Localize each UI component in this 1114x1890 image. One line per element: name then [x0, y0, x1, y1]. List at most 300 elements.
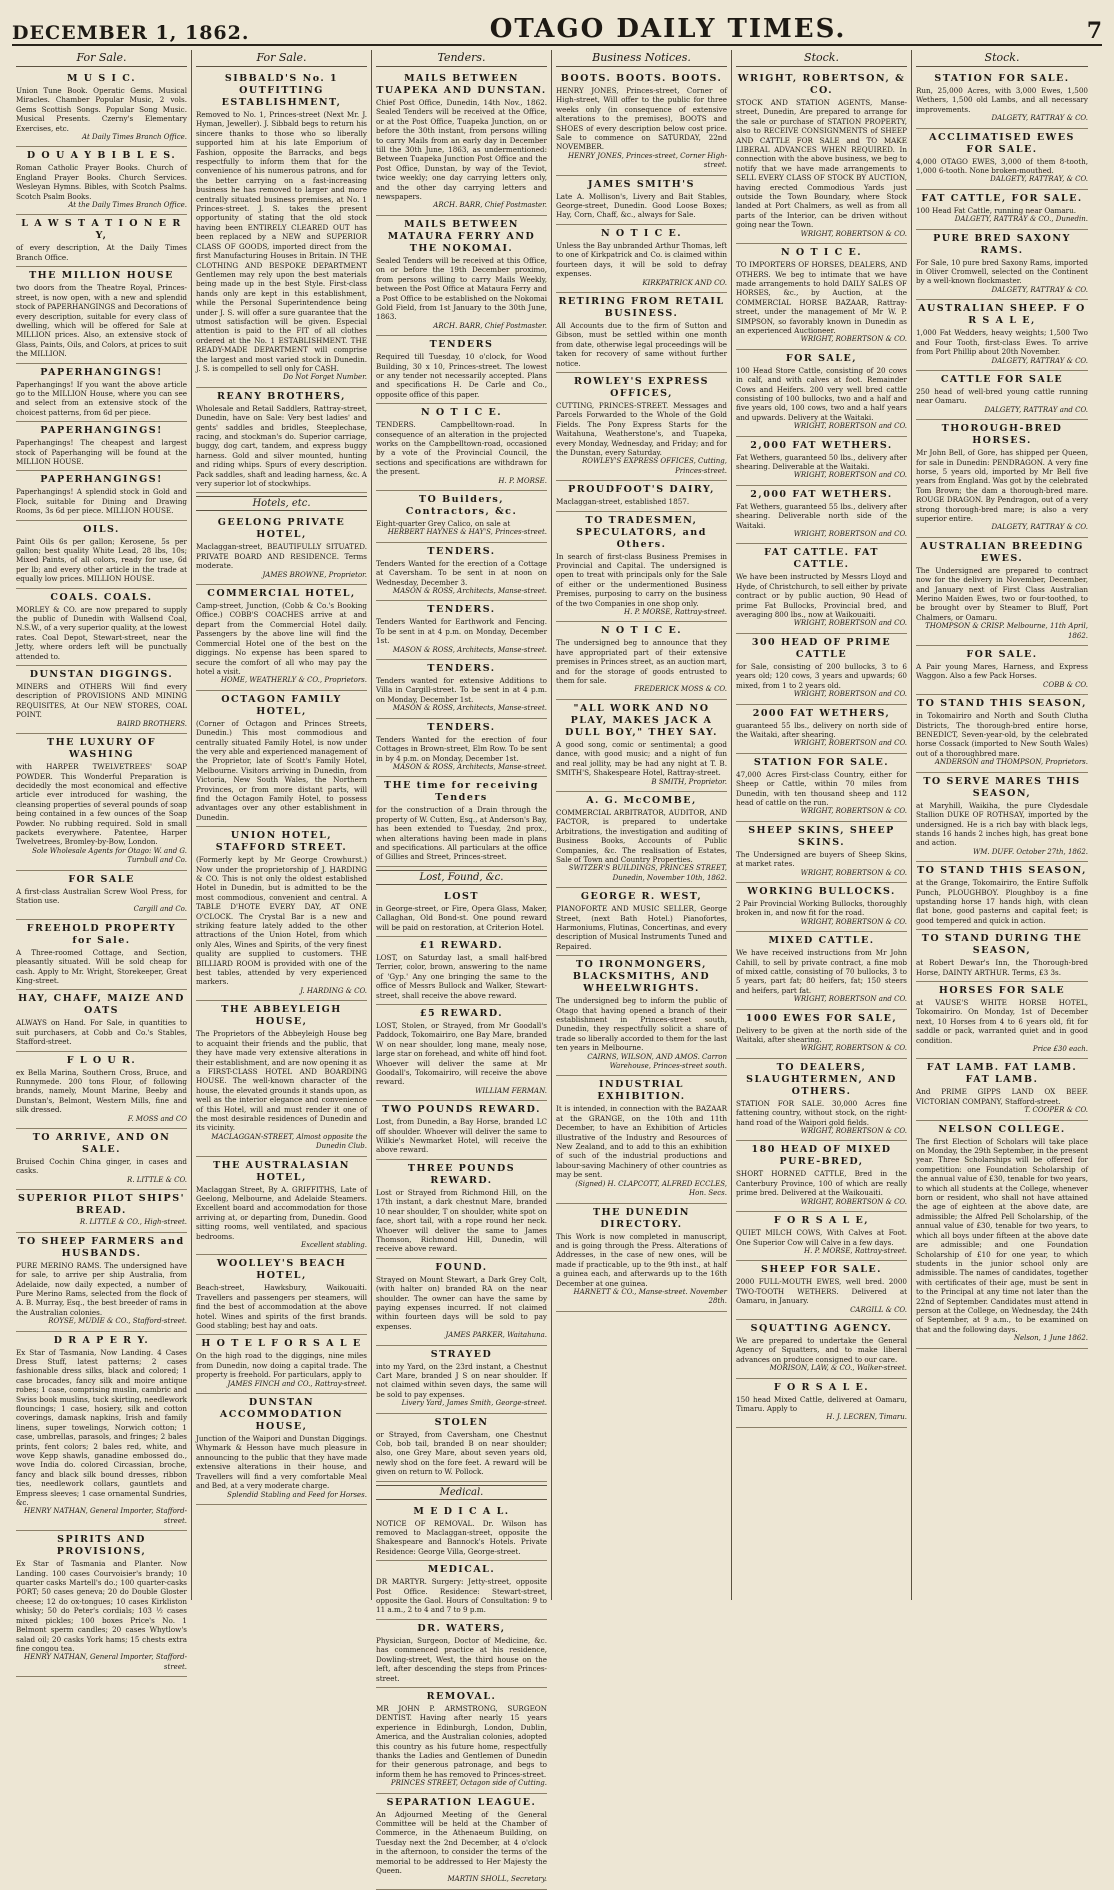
ad-title: DR. WATERS, — [417, 1622, 506, 1634]
advertisement — [16, 1052, 187, 1129]
ad-signature: Splendid Stabling and Feed for Horses. — [227, 1490, 367, 1499]
ad-body: On the high road to the diggings, nine miles from Dunedin, now doing a capital trade. The property is freehold. For particulars, apply to — [196, 1351, 367, 1380]
ad-title: THOROUGH-BRED HORSES. — [941, 423, 1063, 447]
ad-body: The undersigned beg to inform the public of Otago that having opened a branch of their establishment in Princes-street south, Dunedin, they respectfully solicit a share of trade so liberally accorded to them for the last ten years in Melbourne. — [556, 996, 727, 1053]
ad-title: 300 HEAD OF PRIME CATTLE — [751, 636, 892, 660]
ad-signature: DALGETY, RATTRAY & CO. — [991, 356, 1088, 365]
newspaper-title: OTAGO DAILY TIMES. — [489, 14, 847, 44]
advertisement — [916, 70, 1088, 129]
ad-body: Beach-street, Hawksbury, Waikouaiti. Travellers and passengers per steamers, will find the best of accommodation at the above hotel. Wines and spirits of the first brands. Good stabling; best hay and oats. — [196, 1283, 367, 1331]
ad-title: INDUSTRIAL EXHIBITION. — [597, 1079, 686, 1103]
ad-body: Late A. Mollison's, Livery and Bait Stables, George-street, Dunedin. Good Loose Boxes; Hay, Corn, Chaff, &c., always for Sale. — [556, 191, 727, 220]
column-5 — [732, 50, 912, 1600]
advertisement — [196, 691, 367, 827]
ad-signature: WILLIAM FERMAN. — [475, 1086, 547, 1095]
ad-body: QUIET MILCH COWS, With Calves at Foot. One Superior Cow will Calve in a few days. — [736, 1228, 907, 1247]
ad-body: Wholesale and Retail Saddlers, Rattray-street, Dunedin, have on Sale: Very best ladies' and gents' saddles and bridles, Steeplechase, racing, and stockman's do. Superior carriage, buggy, dog cart, tandem, and express buggy harness. Gold and silver mounted, hunting and riding whips. Spurs of every description. Pack saddles, shaft and leading harness, &c. A very superior lot of stockwhips. — [196, 403, 367, 489]
ad-body: The Proprietors of the Abbeyleigh House beg to acquaint their friends and the public, that they have made very extensive alterations in their establishment, and are now opening it as a FIRST-CLASS HOTEL AND BOARDING HOUSE. The well-known character of the house, the elevated grounds it stands upon, as well as the interior elegance and convenience of this Hotel, will and must render it one of the most desirable residences of Dunedin and its vicinity. — [196, 1029, 367, 1133]
advertisement — [376, 1620, 547, 1688]
ad-title: JAMES SMITH'S — [588, 178, 695, 190]
ad-title: 1000 EWES FOR SALE, — [745, 1012, 898, 1024]
advertisement — [16, 215, 187, 267]
ad-signature: F. MOSS and CO — [127, 1114, 187, 1123]
ad-title: 2,000 FAT WETHERS. — [750, 488, 893, 500]
ad-signature: DALGETY, RATTRAY & CO. — [991, 523, 1088, 532]
ad-title: TENDERS. — [427, 604, 496, 616]
advertisement — [556, 70, 727, 176]
ad-signature: CAIRNS, WILSON, AND AMOS. Carron Warehouse, Princes-street south. — [587, 1052, 727, 1071]
ad-body: The Undersigned are buyers of Sheep Skins, at market rates. — [736, 849, 907, 869]
ad-body: STOCK AND STATION AGENTS, Manse-street, Dunedin, Are prepared to arrange for the sale or purchase of STATION PROPERTY, also to RECEIVE CONSIGNMENTS of SHEEP AND CATTLE FOR SALE and TO MAKE LIBERAL ADVANCES WHEN REQUIRED. In connection with the above business, we beg to notify that we have made arrangements to SELL EVERY CLASS OF STOCK BY AUCTION, having erected Commodious Yards just outside the Town Boundary, where Stock landed at Port Chalmers, as well as from all parts of the Interior, can be driven without going near the Town. — [736, 98, 907, 230]
ad-body: Run, 25,000 Acres, with 3,000 Ewes, 1,500 Wethers, 1,500 old Lambs, and all necessary improvements. — [916, 86, 1088, 114]
advertisement — [16, 1190, 187, 1232]
ad-title: STOLEN — [434, 1416, 489, 1428]
advertisement — [376, 216, 547, 336]
ad-title: STRAYED — [430, 1348, 493, 1360]
ad-title: N O T I C E. — [780, 247, 863, 259]
ad-body: MORLEY & CO. are now prepared to supply the public of Dunedin with Wallsend Coal, N.S.W., of a very superior quality, at the lowest rates. Coal Depot, Stewart-street, near the Jetty, where orders left will be punctually attended to. — [16, 604, 187, 661]
advertisement — [196, 1394, 367, 1505]
ad-signature: J. HARDING & CO. — [300, 986, 367, 995]
ad-title: CATTLE FOR SALE — [940, 373, 1064, 385]
ad-body: at the Grange, Tokomairiro, the Entire Suffolk Punch, PLOUGHBOY. Ploughboy is a fine upstanding horse 17 hands high, with clean flat bone, good pasterns and capital feet; is good tempered and quick in action. — [916, 878, 1088, 925]
ad-body: LOST, Stolen, or Strayed, from Mr Goodall's Paddock, Tokomairiro, one Bay Mare, branded W on near shoulder, long mane, mealy nose, large star on forehead, and white off hind foot. Whoever will deliver the same at Mr Goodall's, Tokomairiro, will receive the above reward. — [376, 1021, 547, 1087]
ad-signature: R. LITTLE & CO., High-street. — [79, 1218, 187, 1227]
ad-title: WRIGHT, ROBERTSON, & CO. — [737, 73, 906, 96]
section-heading: Medical. — [376, 1485, 547, 1500]
ad-body: with HARPER TWELVETREES' SOAP POWDER. This Wonderful Preparation is decidedly the most economical and effective article ever introduced for washing, the cleansing properties of several pounds of soap being contained in a few ounces of the Soap Powder. No rubbing required. Sold in small packets everywhere. Patentee, Harper Twelvetrees, Bromley-by-Bow, London. — [16, 762, 187, 847]
advertisement — [556, 293, 727, 373]
advertisement — [376, 1794, 547, 1890]
ad-title: TENDERS. — [427, 721, 496, 733]
ad-title: TO ARRIVE, AND ON SALE. — [32, 1132, 171, 1156]
ad-body: 150 head Mixed Cattle, delivered at Oamaru, Timaru. Apply to — [736, 1394, 907, 1413]
advertisement — [916, 646, 1088, 695]
ad-title: SHEEP FOR SALE. — [761, 1264, 882, 1276]
ad-title: TO STAND DURING THE SEASON, — [921, 933, 1083, 957]
ad-signature: FREDERICK MOSS & CO. — [634, 685, 727, 694]
ad-signature: B SMITH, Proprietor. — [651, 777, 727, 786]
advertisement — [196, 585, 367, 691]
ad-signature: HENRY JONES, Princes-street, Corner High-street. — [568, 151, 727, 170]
ad-title: £1 REWARD. — [419, 939, 504, 951]
advertisement — [916, 190, 1088, 230]
ad-body: Lost or Strayed from Richmond Hill, on the 17th instant, a dark chestnut Mare, branded 10 near shoulder, T on shoulder, white spot on face, short tail, with a rope round her neck. Whoever will deliver the same to James Thomson, Richmond Hill, Dunedin, will receive above reward. — [376, 1187, 547, 1254]
advertisement — [916, 1059, 1088, 1120]
ad-body: Sealed Tenders will be received at this Office, on or before the 19th December proximo, from persons willing to carry Mails Weekly, between the Post Office at Mataura Ferry and a Post Office to be established on the Nokomai Gold Field, from 1st January to the 30th June, 1863. — [376, 255, 547, 322]
ad-body: Junction of the Waipori and Dunstan Diggings. Whymark & Hesson have much pleasure in announcing to the public that they have made extensive alterations in their house, and Travellers will find a very comfortable Meal and Bed, at a very moderate charge. — [196, 1434, 367, 1491]
column-3 — [372, 50, 552, 1884]
ad-title: BOOTS. BOOTS. BOOTS. — [560, 73, 723, 84]
ad-title: ROWLEY'S EXPRESS OFFICES, — [573, 375, 710, 399]
ad-body: two doors from the Theatre Royal, Princes-street, is now open, with a new and splendid stock of PAPERHANGINGS and Decorations of every description, suitable for every class of dwelling, which will be offered for Sale at MILLION prices. Also, an extensive stock of Glass, Paints, Oils, and Colors, at prices to suit the MILLION. — [16, 283, 187, 359]
ad-body: All Accounts due to the firm of Sutton and Gibson, must be settled within one month from date, otherwise legal proceedings will be taken for recovery of same without further notice. — [556, 320, 727, 368]
ad-signature: JAMES BROWNE, Proprietor. — [262, 570, 367, 579]
ad-title: REMOVAL. — [426, 1690, 497, 1702]
ad-signature: WRIGHT, ROBERTSON & CO. — [800, 807, 907, 816]
ad-title: GEELONG PRIVATE HOTEL, — [217, 517, 346, 541]
ad-body: A Pair young Mares, Harness, and Express Waggon. Also a few Pack Horses. — [916, 662, 1088, 681]
ad-title: TO STAND THIS SEASON, — [917, 698, 1087, 710]
ad-title: HAY, CHAFF, MAIZE AND OATS — [18, 993, 185, 1017]
advertisement — [556, 481, 727, 511]
advertisement — [16, 422, 187, 471]
ad-signature: JAMES FINCH and CO., Rattray-street. — [227, 1379, 367, 1388]
ad-body: in Tokomairiro and North and South Clutha Districts, The thorough-bred entire horse, BENEDICT, Seven-year-old, by the celebrated horse Cossack (imported to New South Wales) out of a thoroughbred mare. — [916, 711, 1088, 758]
advertisement — [916, 773, 1088, 862]
ad-signature: ARCH. BARR, Chief Postmaster. — [433, 321, 547, 330]
section-heading: Hotels, etc. — [196, 496, 367, 511]
advertisement — [196, 1255, 367, 1335]
advertisement — [376, 888, 547, 937]
ad-body: Mr John Bell, of Gore, has shipped per Queen, for sale in Dunedin: PENDRAGON. A very fine horse, 5 years old, imported by Mr Bell five years from England. Was got by the celebrated Tom Brown; the dam a thorough-bred mare. ROUGE DRAGON. By Pendragon, out of a very strong thorough-bred mare; is also a very superior entire. — [916, 448, 1088, 523]
ad-body: We are prepared to undertake the General Agency of Squatters, and to make liberal advances on produce consigned to our care. — [736, 1335, 907, 1364]
ad-title: TO TRADESMEN, SPECULATORS, and Others. — [576, 514, 707, 550]
ad-title: TENDERS — [429, 339, 494, 351]
advertisement — [196, 514, 367, 585]
ad-body: Paperhangings! A splendid stock in Gold and Flock, suitable for Dining and Drawing Rooms, 3s 6d per piece. MILLION HOUSE. — [16, 487, 187, 516]
ad-body: Strayed on Mount Stewart, a Dark Grey Colt, (with halter on) branded RA on the near shoulder. The owner can have the same by paying expenses incurred. If not claimed within fourteen days will be sold to pay expenses. — [376, 1274, 547, 1331]
ad-body: And PRIME GIPPS LAND OX BEEF. VICTORIAN COMPANY, Stafford-street. — [916, 1087, 1088, 1106]
ad-signature: DALGETY, RATTRAY & CO., Dunedin. — [954, 215, 1088, 224]
ad-title: RETIRING FROM RETAIL BUSINESS. — [558, 295, 725, 319]
ad-title: THE AUSTRALASIAN HOTEL, — [213, 1159, 350, 1183]
ad-body: (Formerly kept by Mr George Crowhurst.) Now under the proprietorship of J. HARDING & CO. This is not only the oldest established Hotel in Dunedin, but is admitted to be the most commodious, convenient and central. A TABLE D'HOTE EVERY DAY, AT ONE O'CLOCK. The Crystal Bar is a new and striking feature lately added to the other attractions of the Union Hotel, from which only Ales, Wines and Spirits, of the very finest quality are supplied to customers. THE BILLIARD ROOM is provided with one of the best tables, attended by very experienced markers. — [196, 855, 367, 987]
ad-title: THE ABBEYLEIGH HOUSE, — [221, 1004, 342, 1028]
ad-body: Paperhangings! The cheapest and largest stock of Paperhanging will be found at the MILLION HOUSE. — [16, 438, 187, 466]
ad-body: into my Yard, on the 23rd instant, a Chestnut Cart Mare, branded J S on near shoulder. If not claimed within seven days, the same will be sold to pay expenses. — [376, 1361, 547, 1399]
advertisement — [556, 373, 727, 481]
ad-body: 100 Head Fat Cattle, running near Oamaru. — [916, 205, 1076, 215]
ad-title: OILS. — [83, 523, 120, 535]
ad-body: MR JOHN P. ARMSTRONG, SURGEON DENTIST. Having after nearly 15 years experience in Edinburgh, London, Dublin, America, and the Australian colonies, adopted this country as his future home, respectfully thanks the Ladies and Gentlemen of Dunedin for their generous patronage, and begs to inform them he has removed to Princes-street. — [376, 1703, 547, 1779]
advertisement — [736, 544, 907, 633]
advertisement — [916, 695, 1088, 772]
advertisement — [556, 792, 727, 888]
ad-body: 47,000 Acres First-class Country, either for Sheep or Cattle, within 70 miles from Dunedin, with ten thousand sheep and 112 head of cattle on the run. — [736, 769, 907, 807]
ad-body: PIANOFORTE AND MUSIC SELLER, George Street, (next Bath Hotel.) Pianofortes, Harmoniums, Flutinas, Concertinas, and every description of Musical Instruments Tuned and Repaired. — [556, 904, 727, 951]
masthead — [12, 8, 1102, 46]
advertisement — [556, 1204, 727, 1312]
ad-signature: HERBERT HAYNES & HAY'S, Princes-street. — [387, 528, 547, 537]
ad-title: FOUND. — [435, 1261, 488, 1273]
ad-body: Camp-street, Junction, (Cobb & Co.'s Booking Office.) COBB'S COACHES arrive at and depart from the Commercial Hotel daily. Passengers by the above line will find the Commercial Hotel one of the best on the diggings. No expense has been spared to secure the comfort of all who may pay the hotel a visit. — [196, 601, 367, 676]
advertisement — [736, 1141, 907, 1212]
ad-body: 250 head of well-bred young cattle running near Oamaru. — [916, 386, 1088, 406]
advertisement — [16, 1233, 187, 1332]
ad-title: TENDERS. — [427, 663, 496, 675]
ad-body: MINERS and OTHERS Will find every description of PROVISIONS AND MINING REQUISITES, At Our NEW STORES, COAL POINT. — [16, 682, 187, 720]
ad-body: The Undersigned are prepared to contract now for the delivery in November, December, and January next of First Class Australian Merino Maiden Ewes, two or four-toothed, to be brought over by Steamer to Bluff, Port Chalmers, or Oamaru. — [916, 565, 1088, 622]
ad-title: D R A P E R Y. — [53, 1334, 150, 1346]
ad-title: M U S I C. — [66, 73, 137, 84]
column-6 — [912, 50, 1092, 1600]
ad-title: FOR SALE, — [785, 352, 858, 364]
ad-body: HENRY JONES, Princes-street, Corner of High-street, Will offer to the public for three weeks only (in consequence of extensive alterations to the premises), BOOTS and SHOES of every description below cost price. Sale to commence on SATURDAY, 22nd NOVEMBER. — [556, 86, 727, 152]
ad-signature: WRIGHT, ROBERTSON and CO. — [793, 471, 907, 480]
ad-body: COMMERCIAL ARBITRATOR, AUDITOR, AND FACTOR, is prepared to undertake Arbitrations, the investigation and auditing of Business Books, Accounts of Public Companies, &c. The realisation of Estates, Sale of Town and Country Properties. — [556, 807, 727, 864]
advertisement — [736, 1212, 907, 1261]
ad-signature: WRIGHT, ROBERTSON & CO. — [800, 1127, 907, 1136]
advertisement — [16, 70, 187, 147]
ad-body: Delivery to be given at the north side of the Waitaki, after shearing. — [736, 1025, 907, 1045]
ad-signature: HENRY NATHAN, General Importer, Stafford-street. — [24, 1507, 187, 1525]
ad-title: MAILS BETWEEN TUAPEKA AND DUNSTAN. — [376, 73, 547, 96]
ad-signature: Cargill and Co. — [133, 905, 187, 914]
ad-body: Paperhangings! If you want the above article go to the MILLION House, where you can see and select from an extensive stock of the choicest patterns, from 6d per piece. — [16, 379, 187, 417]
ad-body: of every description, At the Daily Times Branch Office. — [16, 243, 187, 262]
advertisement — [916, 930, 1088, 982]
ad-title: STATION FOR SALE. — [753, 756, 890, 768]
ad-body: Lost, from Dunedin, a Bay Horse, branded LC off shoulder. Whoever will deliver the same to Wilkie's Newmarket Hotel, will receive the above reward. — [376, 1117, 547, 1155]
advertisement — [736, 244, 907, 350]
ad-body: Tenders wanted for extensive Additions to Villa in Cargill-street. To be sent in at 4 p.m. on Monday, December 1st. — [376, 676, 547, 704]
ad-signature: WRIGHT, ROBERTSON & CO. — [800, 868, 907, 877]
ad-body: (Corner of Octagon and Princes Streets, Dunedin.) This most commodious and centrally situated Family Hotel, is now under the very able and experienced management of the Proprietor, late of Scott's Family Hotel, Melbourne. Visitors arriving in Dunedin, from Victoria, New South Wales, the Northern Provinces, or from more distant parts, will find the Octagon Family Hotel, to possess advantages over any other establishment in Dunedin. — [196, 718, 367, 822]
advertisement — [916, 982, 1088, 1059]
ad-title: OCTAGON FAMILY HOTEL, — [221, 693, 342, 717]
ad-title: N O T I C E. — [600, 227, 683, 239]
ad-body: CUTTING, PRINCES-STREET. Messages and Parcels Forwarded to the Whole of the Gold Fields. The Pony Express Starts for the Waitahuna, Weatherstone's, and Tuapeka, every Monday, Wednesday, and Friday; and for the Dunstan, every Saturday. — [556, 400, 727, 457]
ad-title: THE MILLION HOUSE — [29, 270, 174, 282]
advertisement — [736, 932, 907, 1009]
ad-title: "ALL WORK AND NO PLAY, MAKES JACK A DULL BOY," THEY SAY. — [565, 702, 718, 738]
advertisement — [376, 1259, 547, 1346]
ad-title: UNION HOTEL, STAFFORD STREET. — [215, 830, 348, 854]
ad-title: TO STAND THIS SEASON, — [917, 865, 1087, 877]
ad-title: F O R S A L E, — [773, 1215, 870, 1227]
ad-body: Chief Post Office, Dunedin, 14th Nov., 1862. Sealed Tenders will be received at the Office, or at the Post Office, Tuapeka Junction, on or before the 30th instant, from persons willing to carry Mails from an early day in December till the 30th June, 1863, as undermentioned: Between Tuapeka Junction Post Office and the Post Office, Dunstan, by way of the Teviot, twice weekly; one day carrying letters only, and the other day carrying letters and newspapers. — [376, 98, 547, 202]
ad-title: TWO POUNDS REWARD. — [382, 1104, 541, 1116]
ad-signature: WRIGHT, ROBERTSON and CO. — [793, 995, 907, 1004]
advertisement — [376, 1503, 547, 1562]
advertisement — [916, 1121, 1088, 1349]
advertisement — [736, 1059, 907, 1142]
advertisement — [16, 990, 187, 1051]
advertisement — [916, 129, 1088, 190]
ad-title: FOR SALE — [68, 873, 135, 885]
ad-body: Roman Catholic Prayer Books. Church of England Prayer Books. Church Services. Wesleyan Hymns. Bibles, with Scotch Psalms. Scotch Psalm Books. — [16, 163, 187, 201]
ad-signature: KIRKPATRICK AND CO. — [642, 278, 727, 287]
ad-body: The undersigned beg to announce that they have appropriated part of their extensive premises in Princes street, as an auction mart, and for the storage of goods entrusted to them for sale. — [556, 638, 727, 686]
column-heading: For Sale. — [16, 50, 187, 67]
column-heading: Stock. — [916, 50, 1088, 67]
advertisement — [16, 666, 187, 734]
ad-body: This Work is now completed in manuscript, and is going through the Press. Alterations of Addresses, in the case of new ones, will be made if practicable, up to the 9th inst., at half a guinea each, and afterwards up to the 16th December at one guinea. — [556, 1231, 727, 1288]
advertisement — [16, 1332, 187, 1532]
ad-title: MEDICAL. — [427, 1564, 496, 1576]
ad-body: for the construction of a Drain through the property of W. Cutten, Esq., at Anderson's Bay, has been extended to Tuesday, 2nd prox., when alterations having been made in plans and specifications. All particulars at the office of Gillies and Street, Princes-street. — [376, 805, 547, 862]
ad-title: COMMERCIAL HOTEL, — [207, 588, 356, 600]
ad-title: PROUDFOOT'S DAIRY, — [568, 484, 715, 496]
advertisement — [916, 371, 1088, 420]
ad-title: 2000 FAT WETHERS, — [752, 707, 891, 719]
advertisement — [376, 1160, 547, 1259]
advertisement — [16, 471, 187, 520]
ad-title: WOOLLEY'S BEACH HOTEL, — [216, 1258, 347, 1282]
ad-title: M E D I C A L. — [413, 1505, 510, 1517]
ad-body: Bruised Cochin China ginger, in cases and casks. — [16, 1157, 187, 1176]
ad-body: A good song, comic or sentimental; a good dance, with good music; and a night of fun and real jollity, may be had any night at T. B. SMITH'S, Shakespeare Hotel, Rattray-street. — [556, 739, 727, 778]
ad-signature: At the Daily Times Branch Office. — [68, 201, 187, 210]
issue-date: DECEMBER 1, 1862. — [12, 22, 250, 44]
advertisement — [556, 225, 727, 293]
ad-title: REANY BROTHERS, — [217, 390, 346, 402]
ad-title: FAT CATTLE. FAT CATTLE. — [764, 547, 879, 571]
ad-signature: Livery Yard, James Smith, George-street. — [401, 1399, 547, 1408]
ad-body: ALWAYS on Hand. For Sale, in quantities to suit purchasers, at Cobb and Co.'s Stables, Stafford-street. — [16, 1018, 187, 1047]
ad-body: Fat Wethers, guaranteed 50 lbs., delivery after shearing. Deliverable at the Waitaki. — [736, 452, 907, 471]
advertisement — [736, 437, 907, 486]
ad-title: TO SERVE MARES THIS SEASON, — [923, 775, 1081, 799]
ad-body: 2000 FULL-MOUTH EWES, well bred. 2000 TWO-TOOTH WETHERS. Delivered at Oamaru, in January. — [736, 1277, 907, 1306]
advertisement — [736, 350, 907, 437]
advertisement — [736, 486, 907, 545]
ad-body: A Three-roomed Cottage, and Section, pleasantly situated. Will be sold cheap for cash. Apply to Mr. Wright, Storekeeper, Great King-street. — [16, 947, 187, 985]
advertisement — [376, 1005, 547, 1101]
advertisement — [16, 364, 187, 423]
ad-title: HORSES FOR SALE — [938, 984, 1066, 996]
ad-body: A first-class Australian Screw Wool Press, for Station use. — [16, 886, 187, 905]
ad-title: PAPERHANGINGS! — [40, 425, 163, 437]
ad-title: H O T E L F O R S A L E — [201, 1338, 362, 1350]
ad-body: or Strayed, from Caversham, one Chestnut Cob, bob tail, branded B on near shoulder; also, one Grey Mare, about seven years old, newly shod on the fore feet. A reward will be given on return to W. Pollock. — [376, 1429, 547, 1477]
ad-body: TENDERS. Campbelltown-road. In consequence of an alteration in the projected works on the Campbelltown-road, occasioned by a vote of the Provincial Council, the sections and specifications are withdrawn for the present. — [376, 420, 547, 477]
ad-signature: WRIGHT, ROBERTSON and CO. — [793, 690, 907, 699]
ad-signature: JAMES PARKER, Waitahuna. — [445, 1331, 547, 1340]
ad-body: at Robert Dewar's Inn, the Thorough-bred Horse, DAINTY ARTHUR. Terms, £3 3s. — [916, 958, 1088, 977]
ad-title: A. G. McCOMBE, — [586, 794, 697, 806]
ad-signature: Sole Wholesale Agents for Otago: W. and G. Turnbull and Co. — [32, 846, 187, 865]
advertisement — [196, 388, 367, 494]
ad-signature: THOMPSON & CRISP. Melbourne, 11th April, 1862. — [925, 622, 1088, 640]
advertisement — [556, 1076, 727, 1203]
ad-title: 180 HEAD OF MIXED PURE-BRED, — [751, 1144, 892, 1168]
ad-title: MAILS BETWEEN MATAURA FERRY AND THE NOKOMAI. — [387, 218, 536, 254]
ad-body: Tenders Wanted for the erection of four Cottages in Brown-street, Elm Row. To be sent in by 4 p.m. on Monday, December 1st. — [376, 734, 547, 763]
advertisement — [736, 634, 907, 705]
ad-signature: WRIGHT, ROBERTSON & CO. — [800, 1044, 907, 1053]
ad-signature: MASON & ROSS, Architects, Manse-street. — [392, 762, 547, 771]
ad-body: at Maryhill, Waikiha, the pure Clydesdale Stallion DUKE OF ROTHSAY, imported by the undersigned. He is a rich bay with black legs, stands 16 hands 2 inches high, has great bone and action. — [916, 800, 1088, 848]
ad-signature: SWITZER'S BUILDINGS, PRINCES STREET, Dunedin, November 10th, 1862. — [568, 864, 727, 882]
advertisement — [196, 1157, 367, 1256]
column-4 — [552, 50, 732, 1600]
ad-signature: WRIGHT, ROBERTSON & CO. — [800, 229, 907, 238]
ad-body: Tenders Wanted for the erection of a Cottage at Caversham. To be sent in at noon on Wednesday, December 3. — [376, 558, 547, 587]
ad-title: SIBBALD'S No. 1 OUTFITTING ESTABLISHMENT, — [221, 73, 342, 108]
ad-title: THE time for receiving Tenders — [384, 780, 539, 804]
ad-body: SHORT HORNED CATTLE, Bred in the Canterbury Province, 100 of which are really prime bred. Delivered at the Waikouaiti. — [736, 1169, 907, 1198]
advertisement — [556, 176, 727, 225]
column-heading: Stock. — [736, 50, 907, 67]
advertisement — [16, 147, 187, 215]
advertisement — [376, 1561, 547, 1620]
ad-signature: COBB & CO. — [1043, 680, 1088, 689]
ad-body: An Adjourned Meeting of the General Committee will be held at the Chamber of Commerce, in the Athenaeum Building, on Tuesday next the 2nd December, at 4 o'clock in the afternoon, to consider the terms of the memorial to be addressed to Her Majesty the Queen. — [376, 1809, 547, 1875]
ad-body: Required till Tuesday, 10 o'clock, for Wood Building, 30 x 10, Princes-street. The lowest or any tender not necessarily accepted. Plans and specifications H. De Carle and Co., opposite office of this paper. — [376, 352, 547, 399]
ad-signature: DALGETY, RATTRAY, & CO. — [990, 175, 1088, 184]
ad-signature: Price £30 each. — [1032, 1045, 1088, 1053]
ad-title: NELSON COLLEGE. — [938, 1123, 1066, 1135]
ad-signature: MORISON, LAW, & CO., Walker-street. — [769, 1364, 907, 1373]
column-heading: For Sale. — [196, 50, 367, 67]
advertisement — [376, 1346, 547, 1414]
ad-signature: HARNETT & CO., Manse-street. November 28th. — [573, 1287, 727, 1306]
ad-signature: ARCH. BARR, Chief Postmaster. — [433, 201, 547, 210]
ad-body: NOTICE OF REMOVAL. Dr. Wilson has removed to Maclaggan-street, opposite the Shakespeare and Bannock's Hotels. Private Residence: George Villa, George-street. — [376, 1518, 547, 1556]
ad-body: Ex Star of Tasmania, Now Landing. 4 Cases Dress Stuff, latest patterns; 2 cases fashionable dress silks, black and colored; 1 case brocades, fancy silk and moire antique robes; 1 case, comprising muslin, cambric and Swiss book muslins, tuck skirting, needlework flouncings; 1 case, hosiery, silk and cotton coverings, damask napkins, Irish and family linens, super towelings, Norwich cotton; 1 case, umbrellas, parasols, and fringes; 2 bales prints, fent colors; 2 bales red, white, and wove Kepp shawls, ganadine embossed do., wove India do. colored Circassian, broche, fancy and black silk bound dresses, ribbon ties, needlework collars, gauntlets and Empress sleeves; 1 case ornamental Sundries, &c. — [16, 1347, 187, 1508]
ad-signature: MACLAGGAN-STREET, Almost opposite the Dunedin Club. — [211, 1132, 367, 1151]
advertisement — [736, 754, 907, 822]
advertisement — [736, 1320, 907, 1379]
advertisement — [916, 420, 1088, 538]
advertisement — [196, 1335, 367, 1394]
advertisement — [196, 1001, 367, 1156]
advertisement — [916, 300, 1088, 371]
advertisement — [556, 888, 727, 956]
ad-title: SEPARATION LEAGUE. — [386, 1796, 537, 1808]
ad-signature: PRINCES STREET, Octagon side of Cutting. — [390, 1779, 547, 1788]
advertisement — [16, 920, 187, 991]
ad-signature: DALGETY, RATTRAY and CO. — [984, 405, 1088, 414]
ad-title: N O T I C E. — [600, 625, 683, 637]
ad-body: In search of first-class Business Premises in Provincial and Capital. The undersigned is open to treat with principals only for the Sale of either or the undermentioned Business Premises, purposing to carry on the business of the two Companies in one shop only. — [556, 551, 727, 608]
advertisement — [736, 883, 907, 932]
ad-body: It is intended, in connection with the BAZAAR at the GRANGE, on the 10th and 11th December, to have an Exhibition of Articles illustrative of the Industry and Resources of New Zealand, and to add to this an exhibition of such of the industrial productions and labour-saving Machinery of other countries as may be sent. — [556, 1104, 727, 1180]
advertisement — [196, 827, 367, 1001]
ad-body: Maclaggan-street, established 1857. — [556, 497, 690, 507]
advertisement — [376, 601, 547, 660]
advertisement — [916, 230, 1088, 301]
advertisement — [916, 538, 1088, 646]
ad-title: AUSTRALIAN SHEEP. F O R S A L E, — [918, 303, 1086, 327]
ad-title: PAPERHANGINGS! — [40, 474, 163, 486]
ad-signature: BAIRD BROTHERS. — [116, 719, 187, 728]
ad-signature: MARTIN SHOLL, Secretary. — [447, 1875, 547, 1884]
ad-body: PURE MERINO RAMS. The undersigned have for sale, to arrive per ship Australia, from Adelaide, now daily expected, a number of Pure Merino Rams, selected from the flock of A. B. Murray, Esq., the best breeder of rams in the Australian colonies. — [16, 1260, 187, 1317]
column-1 — [12, 50, 192, 1671]
ad-title: PAPERHANGINGS! — [40, 366, 163, 378]
ad-signature: WRIGHT, ROBERTSON and CO. — [793, 422, 907, 431]
ad-signature: WRIGHT, ROBERTSON & CO. — [800, 335, 907, 344]
ad-signature: Nelson, 1 June 1862. — [1013, 1334, 1088, 1343]
ad-signature: WRIGHT, ROBERTSON & CO. — [800, 917, 907, 926]
ad-title: TO DEALERS, SLAUGHTERMEN, AND OTHERS. — [746, 1061, 897, 1097]
ad-body: Maclaggan-street, BEAUTIFULLY SITUATED. PRIVATE BOARD AND RESIDENCE. Terms moderate. — [196, 542, 367, 571]
ad-title: THE LUXURY OF WASHING — [47, 737, 156, 761]
advertisement — [376, 1101, 547, 1160]
ad-title: FAT CATTLE, FOR SALE. — [921, 192, 1083, 204]
ad-signature: Excellent stabling. — [300, 1241, 367, 1249]
ad-body: 4,000 OTAGO EWES, 3,000 of them 8-tooth, 1,000 6-tooth. None broken-mouthed. — [916, 156, 1088, 176]
ad-body: guaranteed 55 lbs., delivery on north side of the Waitaki, after shearing. — [736, 720, 907, 739]
ad-body: 1,000 Fat Wedders, heavy weights; 1,500 Two and Four Tooth, first-class Ewes. To arrive from Port Phillip about 20th November. — [916, 328, 1088, 357]
column-heading: Business Notices. — [556, 50, 727, 67]
ad-signature: HOME, WEATHERLY & CO., Proprietors. — [220, 676, 367, 685]
ad-signature: WRIGHT, ROBERTSON and CO. — [793, 619, 907, 628]
ad-title: N O T I C E. — [420, 407, 503, 419]
ad-signature: H. J. LECREN, Timaru. — [826, 1413, 907, 1422]
ad-signature: WRIGHT, ROBERTSON and CO. — [793, 739, 907, 748]
ad-signature: HENRY NATHAN, General Importer, Stafford-street. — [24, 1653, 187, 1671]
ad-signature: MASON & ROSS, Architects, Manse-street. — [392, 587, 547, 596]
ad-signature: ANDERSON and THOMPSON, Proprietors. — [934, 758, 1088, 767]
ad-body: Physician, Surgeon, Doctor of Medicine, &c. has commenced practice at his residence, Dowling-street, West, the third house on the left, after descending the steps from Princes-street. — [376, 1635, 547, 1683]
advertisement — [376, 404, 547, 491]
ad-signature: T. COOPER & CO. — [1024, 1106, 1088, 1115]
advertisement — [736, 70, 907, 244]
